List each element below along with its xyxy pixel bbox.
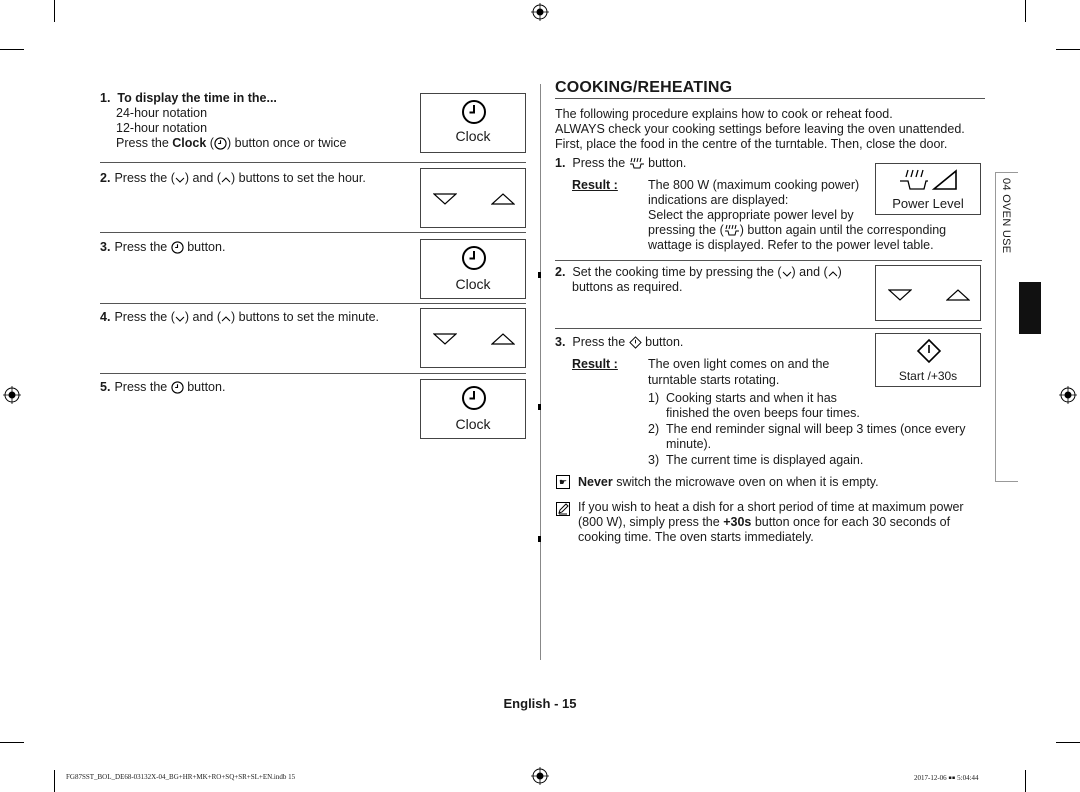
note-icon bbox=[556, 502, 570, 516]
result-text-1: The 800 W (maximum cooking power) bbox=[648, 178, 860, 192]
crop-mark bbox=[54, 0, 55, 22]
title-underline bbox=[555, 98, 985, 99]
power-level-icon bbox=[629, 157, 645, 170]
start-label: Start /+30s bbox=[898, 369, 958, 383]
section-divider bbox=[555, 328, 982, 329]
clock-label: Clock bbox=[455, 128, 491, 144]
power-level-icon bbox=[898, 168, 958, 192]
left-step-5: 5. Press the button. bbox=[100, 380, 226, 394]
page-title: COOKING/REHEATING bbox=[555, 79, 733, 96]
clock-icon bbox=[171, 381, 184, 394]
intro-line-1: The following procedure explains how to cook or reheat food. bbox=[555, 107, 893, 121]
clock-icon bbox=[461, 99, 487, 125]
result-item-number: 3) bbox=[648, 453, 660, 467]
start-button-panel[interactable] bbox=[875, 333, 981, 387]
print-info-file: FG87SST_BOL_DE68-03132X-04_BG+HR+MK+RO+SQ+SR+SL+EN.indb 15 bbox=[66, 773, 296, 781]
intro-line-2: ALWAYS check your cooking settings before leaving the oven unattended. bbox=[555, 122, 965, 136]
result-text-2: turntable starts rotating. bbox=[648, 373, 780, 387]
registration-mark-icon bbox=[531, 767, 549, 785]
note-tip-line-1: If you wish to heat a dish for a short period of time at maximum power bbox=[578, 500, 964, 514]
left-step-3: 3. Press the button. bbox=[100, 240, 226, 254]
step-number: 1. bbox=[100, 91, 111, 105]
arrow-buttons-panel[interactable] bbox=[875, 265, 981, 321]
clock-icon bbox=[461, 245, 487, 271]
crop-mark bbox=[0, 742, 24, 743]
up-arrow-icon[interactable] bbox=[491, 193, 515, 205]
down-arrow-icon bbox=[782, 269, 792, 279]
crop-mark bbox=[1056, 49, 1080, 50]
crop-mark bbox=[0, 49, 24, 50]
registration-mark-icon bbox=[1059, 386, 1077, 404]
registration-mark-icon bbox=[3, 386, 21, 404]
clock-instruction: Press the Clock ( ) button once or twice bbox=[116, 136, 347, 150]
section-tab-label: 04 OVEN USE bbox=[1000, 178, 1012, 254]
power-level-icon bbox=[724, 224, 740, 237]
step-title: To display the time in the... bbox=[117, 91, 277, 105]
result-text-4: pressing the ( ) button again until the corresponding bbox=[648, 223, 947, 237]
result-label: Result : bbox=[572, 357, 618, 371]
result-label: Result : bbox=[572, 178, 618, 192]
result-text-2: indications are displayed: bbox=[648, 193, 789, 207]
clock-button-panel[interactable] bbox=[420, 93, 526, 153]
clock-icon bbox=[461, 385, 487, 411]
result-item-number: 1) bbox=[648, 391, 660, 405]
arrow-buttons-panel[interactable] bbox=[420, 308, 526, 368]
result-item-line: Cooking starts and when it has bbox=[666, 391, 837, 405]
right-step-3: 3. Press the button. bbox=[555, 335, 684, 349]
warning-icon: ☛ bbox=[556, 475, 570, 489]
right-step-1: 1. Press the button. bbox=[555, 156, 687, 170]
notation-12: 12-hour notation bbox=[116, 121, 208, 135]
result-item-line: minute). bbox=[666, 437, 712, 451]
clock-icon bbox=[171, 241, 184, 254]
clock-label: Clock bbox=[455, 276, 491, 292]
intro-line-3: First, place the food in the centre of the turntable. Then, close the door. bbox=[555, 137, 948, 151]
note-tip-line-3: cooking time. The oven starts immediately. bbox=[578, 530, 814, 544]
result-item-line: The current time is displayed again. bbox=[666, 453, 864, 467]
up-arrow-icon[interactable] bbox=[491, 333, 515, 345]
result-text-1: The oven light comes on and the bbox=[648, 357, 830, 371]
result-item-line: The end reminder signal will beep 3 times (once every bbox=[666, 422, 966, 436]
result-item-number: 2) bbox=[648, 422, 660, 436]
power-level-label: Power Level bbox=[892, 196, 964, 211]
result-text-5: wattage is displayed. Refer to the power level table. bbox=[648, 238, 934, 252]
up-arrow-icon bbox=[221, 175, 231, 185]
left-step-2: 2. Press the ( ) and ( ) buttons to set the hour. bbox=[100, 171, 366, 185]
right-step-2: 2. Set the cooking time by pressing the ( ) and ( ) bbox=[555, 265, 842, 279]
up-arrow-icon bbox=[828, 269, 838, 279]
left-step-1 bbox=[100, 91, 400, 151]
result-item-line: finished the oven beeps four times. bbox=[666, 406, 860, 420]
section-divider bbox=[100, 162, 526, 163]
down-arrow-icon bbox=[175, 314, 185, 324]
notation-24: 24-hour notation bbox=[116, 106, 208, 120]
result-text-3: Select the appropriate power level by bbox=[648, 208, 854, 222]
up-arrow-icon bbox=[221, 314, 231, 324]
right-step-2-line-2: buttons as required. bbox=[572, 280, 683, 294]
clock-label: Clock bbox=[455, 416, 491, 432]
crop-mark bbox=[1025, 0, 1026, 22]
crop-mark bbox=[1056, 742, 1080, 743]
down-arrow-icon[interactable] bbox=[433, 333, 457, 345]
up-arrow-icon[interactable] bbox=[946, 289, 970, 301]
divider-tick bbox=[538, 272, 541, 278]
clock-button-panel[interactable] bbox=[420, 379, 526, 439]
left-step-4: 4. Press the ( ) and ( ) buttons to set the minute. bbox=[100, 310, 380, 324]
start-icon bbox=[916, 338, 942, 364]
divider-tick bbox=[538, 404, 541, 410]
section-divider bbox=[100, 373, 526, 374]
section-divider bbox=[555, 260, 982, 261]
page-number: English - 15 bbox=[503, 696, 577, 711]
down-arrow-icon[interactable] bbox=[888, 289, 912, 301]
section-divider bbox=[100, 232, 526, 233]
registration-mark-icon bbox=[531, 3, 549, 21]
arrow-buttons-panel[interactable] bbox=[420, 168, 526, 228]
down-arrow-icon[interactable] bbox=[433, 193, 457, 205]
print-info-date: 2017-12-06 ￭￭ 5:04:44 bbox=[914, 774, 979, 782]
crop-mark bbox=[54, 770, 55, 792]
clock-icon bbox=[214, 137, 227, 150]
divider-tick bbox=[538, 536, 541, 542]
down-arrow-icon bbox=[175, 175, 185, 185]
power-level-panel[interactable] bbox=[875, 163, 981, 215]
section-divider bbox=[100, 303, 526, 304]
start-icon bbox=[629, 336, 642, 349]
note-never: Never switch the microwave oven on when it is empty. bbox=[578, 475, 879, 489]
section-tab-marker bbox=[1019, 282, 1041, 334]
clock-button-panel[interactable] bbox=[420, 239, 526, 299]
column-divider bbox=[540, 84, 541, 660]
crop-mark bbox=[1025, 770, 1026, 792]
note-tip-line-2: (800 W), simply press the +30s button once for each 30 seconds of bbox=[578, 515, 951, 529]
